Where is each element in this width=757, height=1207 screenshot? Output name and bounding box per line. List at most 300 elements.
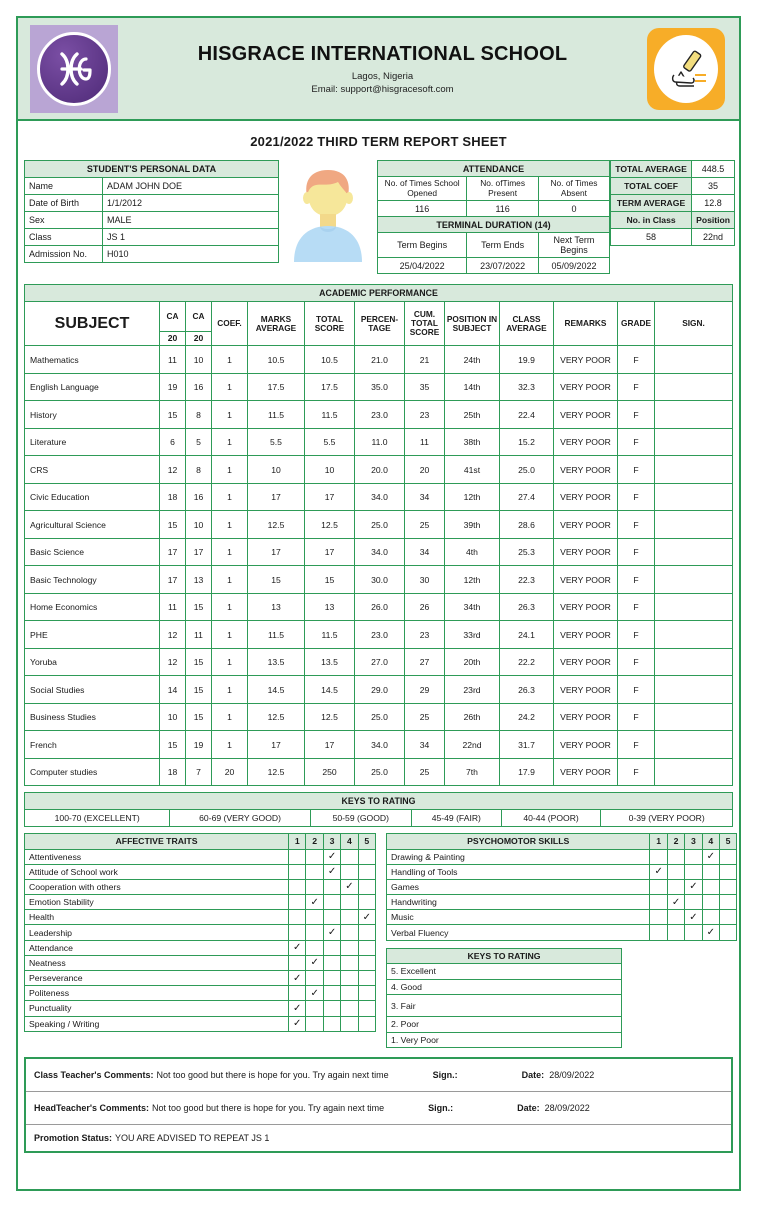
total-coef-label: TOTAL COEF bbox=[611, 178, 692, 195]
cell-remarks: VERY POOR bbox=[554, 758, 618, 786]
check-icon: ✓ bbox=[293, 972, 302, 984]
trait-rating-cell-3[interactable] bbox=[323, 940, 340, 955]
trait-rating-cell-2[interactable] bbox=[306, 879, 323, 894]
cell-percentage: 20.0 bbox=[355, 456, 405, 484]
trait-rating-cell-1[interactable] bbox=[289, 1001, 306, 1016]
cell-grade: F bbox=[618, 703, 655, 731]
trait-rating-cell-4[interactable] bbox=[341, 910, 358, 925]
trait-rating-cell-3[interactable] bbox=[685, 895, 702, 910]
cell-grade: F bbox=[618, 648, 655, 676]
promotion-status-row bbox=[26, 1125, 731, 1151]
personal-data-panel bbox=[24, 160, 279, 263]
trait-rating-cell-4[interactable] bbox=[702, 864, 719, 879]
affective-traits-table bbox=[24, 833, 376, 1031]
trait-rating-cell-3[interactable] bbox=[323, 864, 340, 879]
check-icon: ✓ bbox=[671, 896, 681, 908]
col-class-average: CLASS AVERAGE bbox=[500, 302, 554, 346]
rating-legend-4: 4. Good bbox=[387, 979, 622, 995]
trait-rating-cell-1[interactable] bbox=[289, 925, 306, 940]
col-subject: SUBJECT bbox=[25, 302, 160, 346]
cell-ca2: 10 bbox=[186, 511, 212, 539]
col-total-score: TOTAL SCORE bbox=[305, 302, 355, 346]
trait-rating-cell-4[interactable] bbox=[341, 895, 358, 910]
trait-rating-cell-5[interactable] bbox=[720, 879, 737, 894]
cell-total-score: 14.5 bbox=[305, 676, 355, 704]
trait-rating-cell-4[interactable] bbox=[341, 971, 358, 986]
check-icon: ✓ bbox=[310, 896, 319, 908]
trait-rating-cell-4[interactable] bbox=[341, 879, 358, 894]
value-admission-no: H010 bbox=[103, 246, 279, 263]
cell-remarks: VERY POOR bbox=[554, 538, 618, 566]
cell-cum-total-score: 27 bbox=[405, 648, 445, 676]
trait-rating-cell-4[interactable] bbox=[341, 925, 358, 940]
cell-coef: 1 bbox=[212, 428, 248, 456]
cell-cum-total-score: 29 bbox=[405, 676, 445, 704]
student-avatar bbox=[279, 160, 377, 268]
cell-subject: Computer studies bbox=[25, 758, 160, 786]
cell-grade: F bbox=[618, 566, 655, 594]
cell-ca2: 15 bbox=[186, 703, 212, 731]
trait-rating-cell-3[interactable] bbox=[685, 879, 702, 894]
cell-marks-average: 11.5 bbox=[248, 621, 305, 649]
cell-remarks: VERY POOR bbox=[554, 401, 618, 429]
check-icon: ✓ bbox=[362, 911, 371, 923]
check-icon: ✓ bbox=[310, 957, 319, 969]
check-icon: ✓ bbox=[327, 927, 337, 939]
cell-marks-average: 11.5 bbox=[248, 401, 305, 429]
keys-to-rating-table bbox=[24, 809, 733, 827]
trait-rating-cell-2[interactable] bbox=[306, 955, 323, 970]
trait-label: Verbal Fluency bbox=[387, 925, 650, 940]
trait-rating-cell-4[interactable] bbox=[702, 925, 719, 940]
trait-rating-cell-2[interactable] bbox=[667, 849, 684, 864]
trait-rating-cell-2[interactable] bbox=[306, 925, 323, 940]
check-icon: ✓ bbox=[293, 942, 302, 954]
trait-rating-cell-1[interactable] bbox=[289, 910, 306, 925]
trait-rating-cell-5[interactable] bbox=[720, 849, 737, 864]
table-row bbox=[25, 758, 733, 786]
affective-trait-row bbox=[25, 864, 376, 879]
trait-rating-cell-3[interactable] bbox=[323, 895, 340, 910]
trait-rating-cell-2[interactable] bbox=[667, 879, 684, 894]
col-cum-total-score: CUM. TOTAL SCORE bbox=[405, 302, 445, 346]
term-average-value: 12.8 bbox=[692, 195, 735, 212]
trait-rating-cell-5[interactable] bbox=[358, 849, 375, 864]
cell-position-in-subject: 22nd bbox=[445, 731, 500, 759]
total-coef-value: 35 bbox=[692, 178, 735, 195]
cell-ca2: 16 bbox=[186, 373, 212, 401]
trait-rating-cell-2[interactable] bbox=[306, 971, 323, 986]
psychomotor-skills-table bbox=[386, 833, 737, 940]
cell-cum-total-score: 35 bbox=[405, 373, 445, 401]
cell-ca2: 10 bbox=[186, 346, 212, 374]
cell-subject: Civic Education bbox=[25, 483, 160, 511]
cell-coef: 1 bbox=[212, 593, 248, 621]
cell-cum-total-score: 21 bbox=[405, 346, 445, 374]
cell-marks-average: 12.5 bbox=[248, 703, 305, 731]
cell-grade: F bbox=[618, 676, 655, 704]
label-sex: Sex bbox=[25, 212, 103, 229]
cell-class-average: 24.2 bbox=[500, 703, 554, 731]
school-name: HISGRACE INTERNATIONAL SCHOOL bbox=[197, 42, 568, 65]
rating-legend-1: 1. Very Poor bbox=[387, 1032, 622, 1048]
trait-rating-cell-5[interactable] bbox=[720, 925, 737, 940]
cell-subject: Mathematics bbox=[25, 346, 160, 374]
trait-rating-cell-2[interactable] bbox=[306, 864, 323, 879]
cell-total-score: 13 bbox=[305, 593, 355, 621]
cell-grade: F bbox=[618, 428, 655, 456]
cell-ca2: 17 bbox=[186, 538, 212, 566]
trait-rating-cell-1[interactable] bbox=[650, 879, 667, 894]
cell-grade: F bbox=[618, 401, 655, 429]
cell-position-in-subject: 4th bbox=[445, 538, 500, 566]
trait-rating-cell-2[interactable] bbox=[306, 895, 323, 910]
trait-rating-cell-3[interactable] bbox=[323, 1016, 340, 1031]
trait-label: Leadership bbox=[25, 925, 289, 940]
trait-rating-cell-2[interactable] bbox=[667, 925, 684, 940]
trait-label: Drawing & Painting bbox=[387, 849, 650, 864]
trait-rating-cell-5[interactable] bbox=[358, 864, 375, 879]
trait-rating-cell-3[interactable] bbox=[685, 849, 702, 864]
report-card-page bbox=[16, 16, 741, 1191]
affective-scale-3: 3 bbox=[323, 834, 340, 849]
cell-position-in-subject: 14th bbox=[445, 373, 500, 401]
rating-legend-table bbox=[386, 948, 622, 1049]
affective-trait-row bbox=[25, 940, 376, 955]
cell-subject: Home Economics bbox=[25, 593, 160, 621]
check-icon: ✓ bbox=[310, 987, 319, 999]
cell-coef: 1 bbox=[212, 676, 248, 704]
trait-rating-cell-4[interactable] bbox=[341, 864, 358, 879]
terminal-duration-title: TERMINAL DURATION (14) bbox=[378, 217, 610, 233]
cell-ca1: 17 bbox=[160, 538, 186, 566]
school-location: Lagos, Nigeria bbox=[351, 70, 414, 82]
trait-rating-cell-1[interactable] bbox=[289, 986, 306, 1001]
affective-trait-row bbox=[25, 925, 376, 940]
cell-coef: 1 bbox=[212, 511, 248, 539]
cell-total-score: 17.5 bbox=[305, 373, 355, 401]
trait-rating-cell-3[interactable] bbox=[685, 925, 702, 940]
trait-rating-cell-2[interactable] bbox=[306, 849, 323, 864]
cell-ca1: 19 bbox=[160, 373, 186, 401]
cell-ca1: 10 bbox=[160, 703, 186, 731]
head-teacher-date-label: Date: bbox=[517, 1103, 540, 1114]
trait-rating-cell-4[interactable] bbox=[341, 940, 358, 955]
cell-cum-total-score: 34 bbox=[405, 538, 445, 566]
trait-rating-cell-5[interactable] bbox=[358, 1001, 375, 1016]
col-ca1: CA bbox=[160, 302, 186, 332]
trait-rating-cell-2[interactable] bbox=[306, 940, 323, 955]
affective-trait-row bbox=[25, 879, 376, 894]
cell-ca1: 18 bbox=[160, 483, 186, 511]
affective-trait-row bbox=[25, 1001, 376, 1016]
trait-rating-cell-3[interactable] bbox=[685, 864, 702, 879]
cell-coef: 20 bbox=[212, 758, 248, 786]
trait-rating-cell-1[interactable] bbox=[289, 971, 306, 986]
trait-rating-cell-5[interactable] bbox=[720, 895, 737, 910]
table-row bbox=[25, 483, 733, 511]
trait-rating-cell-5[interactable] bbox=[720, 864, 737, 879]
trait-rating-cell-1[interactable] bbox=[289, 895, 306, 910]
psychomotor-skill-row bbox=[387, 910, 737, 925]
trait-label: Emotion Stability bbox=[25, 895, 289, 910]
cell-remarks: VERY POOR bbox=[554, 456, 618, 484]
trait-rating-cell-4[interactable] bbox=[341, 986, 358, 1001]
cell-total-score: 12.5 bbox=[305, 511, 355, 539]
cell-coef: 1 bbox=[212, 648, 248, 676]
cell-ca1: 14 bbox=[160, 676, 186, 704]
cell-ca2: 5 bbox=[186, 428, 212, 456]
trait-rating-cell-1[interactable] bbox=[289, 955, 306, 970]
keys-to-rating-section bbox=[18, 786, 739, 827]
trait-label: Politeness bbox=[25, 986, 289, 1001]
cell-position-in-subject: 41st bbox=[445, 456, 500, 484]
cell-position-in-subject: 39th bbox=[445, 511, 500, 539]
cell-class-average: 17.9 bbox=[500, 758, 554, 786]
cell-class-average: 31.7 bbox=[500, 731, 554, 759]
attendance-header-present: No. ofTimes Present bbox=[467, 177, 539, 201]
psychomotor-scale-5: 5 bbox=[720, 834, 737, 849]
next-term-begins-header: Next Term Begins bbox=[538, 233, 609, 258]
cell-ca2: 7 bbox=[186, 758, 212, 786]
attendance-header-absent: No. of Times Absent bbox=[538, 177, 609, 201]
class-teacher-label: Class Teacher's Comments: bbox=[34, 1070, 154, 1081]
attendance-table bbox=[377, 160, 610, 274]
cell-sign bbox=[655, 511, 733, 539]
school-header bbox=[18, 18, 739, 121]
page-title: 2021/2022 THIRD TERM REPORT SHEET bbox=[250, 134, 507, 149]
check-icon: ✓ bbox=[654, 866, 663, 878]
trait-rating-cell-5[interactable] bbox=[358, 940, 375, 955]
trait-rating-cell-1[interactable] bbox=[289, 940, 306, 955]
key-poor: 40-44 (POOR) bbox=[501, 810, 601, 827]
cell-ca1: 15 bbox=[160, 511, 186, 539]
cell-percentage: 35.0 bbox=[355, 373, 405, 401]
class-teacher-text: Not too good but there is hope for you. Try again next time bbox=[156, 1070, 389, 1081]
trait-rating-cell-2[interactable] bbox=[306, 986, 323, 1001]
table-row bbox=[25, 538, 733, 566]
class-teacher-comment-row bbox=[26, 1059, 731, 1092]
cell-cum-total-score: 11 bbox=[405, 428, 445, 456]
cell-sign bbox=[655, 731, 733, 759]
cell-class-average: 22.2 bbox=[500, 648, 554, 676]
cell-class-average: 24.1 bbox=[500, 621, 554, 649]
promotion-status-text: YOU ARE ADVISED TO REPEAT JS 1 bbox=[115, 1133, 270, 1144]
term-ends-header: Term Ends bbox=[467, 233, 539, 258]
table-row bbox=[25, 566, 733, 594]
trait-rating-cell-4[interactable] bbox=[702, 849, 719, 864]
table-row bbox=[25, 621, 733, 649]
cell-sign bbox=[655, 758, 733, 786]
comments-section bbox=[24, 1057, 733, 1153]
trait-rating-cell-2[interactable] bbox=[306, 1016, 323, 1031]
trait-rating-cell-5[interactable] bbox=[358, 971, 375, 986]
attendance-value-present: 116 bbox=[467, 201, 539, 217]
trait-rating-cell-4[interactable] bbox=[341, 1016, 358, 1031]
cell-total-score: 11.5 bbox=[305, 401, 355, 429]
trait-rating-cell-2[interactable] bbox=[667, 910, 684, 925]
cell-coef: 1 bbox=[212, 731, 248, 759]
cell-position-in-subject: 12th bbox=[445, 566, 500, 594]
key-very-good: 60-69 (VERY GOOD) bbox=[170, 810, 310, 827]
trait-rating-cell-3[interactable] bbox=[323, 986, 340, 1001]
trait-rating-cell-5[interactable] bbox=[358, 910, 375, 925]
cell-cum-total-score: 23 bbox=[405, 401, 445, 429]
col-coef: COEF. bbox=[212, 302, 248, 346]
no-in-class-label: No. in Class bbox=[611, 212, 692, 229]
check-icon: ✓ bbox=[689, 881, 698, 893]
table-row bbox=[25, 731, 733, 759]
cell-remarks: VERY POOR bbox=[554, 566, 618, 594]
trait-label: Neatness bbox=[25, 955, 289, 970]
psychomotor-scale-4: 4 bbox=[702, 834, 719, 849]
table-row bbox=[25, 428, 733, 456]
cell-ca1: 11 bbox=[160, 593, 186, 621]
table-row bbox=[25, 401, 733, 429]
school-logo bbox=[30, 25, 118, 113]
cell-remarks: VERY POOR bbox=[554, 676, 618, 704]
writing-hand-icon bbox=[654, 35, 718, 103]
trait-rating-cell-3[interactable] bbox=[685, 910, 702, 925]
psychomotor-skill-row bbox=[387, 849, 737, 864]
cell-ca2: 8 bbox=[186, 456, 212, 484]
trait-rating-cell-3[interactable] bbox=[323, 971, 340, 986]
key-good: 50-59 (GOOD) bbox=[310, 810, 411, 827]
trait-rating-cell-4[interactable] bbox=[341, 955, 358, 970]
label-admission-no: Admission No. bbox=[25, 246, 103, 263]
trait-label: Speaking / Writing bbox=[25, 1016, 289, 1031]
cell-sign bbox=[655, 593, 733, 621]
cell-grade: F bbox=[618, 511, 655, 539]
trait-rating-cell-4[interactable] bbox=[702, 879, 719, 894]
table-row bbox=[25, 676, 733, 704]
trait-rating-cell-3[interactable] bbox=[323, 879, 340, 894]
psychomotor-skills-body bbox=[387, 849, 737, 940]
attendance-value-opened: 116 bbox=[378, 201, 467, 217]
total-average-value: 448.5 bbox=[692, 161, 735, 178]
cell-sign bbox=[655, 566, 733, 594]
value-sex: MALE bbox=[103, 212, 279, 229]
trait-rating-cell-3[interactable] bbox=[323, 849, 340, 864]
trait-rating-cell-3[interactable] bbox=[323, 925, 340, 940]
cell-marks-average: 5.5 bbox=[248, 428, 305, 456]
trait-rating-cell-1[interactable] bbox=[650, 925, 667, 940]
trait-rating-cell-5[interactable] bbox=[720, 910, 737, 925]
trait-rating-cell-4[interactable] bbox=[341, 1001, 358, 1016]
cell-coef: 1 bbox=[212, 456, 248, 484]
cell-grade: F bbox=[618, 538, 655, 566]
trait-rating-cell-1[interactable] bbox=[650, 910, 667, 925]
cell-subject: Basic Science bbox=[25, 538, 160, 566]
cell-total-score: 17 bbox=[305, 731, 355, 759]
col-ca1-max: 20 bbox=[160, 332, 186, 346]
cell-class-average: 25.0 bbox=[500, 456, 554, 484]
trait-rating-cell-4[interactable] bbox=[341, 849, 358, 864]
trait-rating-cell-1[interactable] bbox=[289, 1016, 306, 1031]
trait-rating-cell-5[interactable] bbox=[358, 895, 375, 910]
psychomotor-scale-1: 1 bbox=[650, 834, 667, 849]
col-sign: SIGN. bbox=[655, 302, 733, 346]
trait-rating-cell-2[interactable] bbox=[306, 910, 323, 925]
trait-rating-cell-3[interactable] bbox=[323, 1001, 340, 1016]
cell-subject: French bbox=[25, 731, 160, 759]
check-icon: ✓ bbox=[327, 866, 337, 878]
trait-rating-cell-3[interactable] bbox=[323, 955, 340, 970]
affective-trait-row bbox=[25, 1016, 376, 1031]
cell-percentage: 23.0 bbox=[355, 621, 405, 649]
trait-rating-cell-1[interactable] bbox=[289, 849, 306, 864]
affective-trait-row bbox=[25, 955, 376, 970]
cell-position-in-subject: 26th bbox=[445, 703, 500, 731]
cell-coef: 1 bbox=[212, 401, 248, 429]
attendance-header-opened: No. of Times School Opened bbox=[378, 177, 467, 201]
trait-label: Attendance bbox=[25, 940, 289, 955]
trait-label: Punctuality bbox=[25, 1001, 289, 1016]
cell-ca2: 15 bbox=[186, 648, 212, 676]
cell-grade: F bbox=[618, 731, 655, 759]
cell-marks-average: 15 bbox=[248, 566, 305, 594]
trait-label: Music bbox=[387, 910, 650, 925]
cell-subject: Yoruba bbox=[25, 648, 160, 676]
cell-ca2: 8 bbox=[186, 401, 212, 429]
trait-rating-cell-4[interactable] bbox=[702, 910, 719, 925]
cell-sign bbox=[655, 538, 733, 566]
trait-rating-cell-1[interactable] bbox=[650, 864, 667, 879]
trait-rating-cell-1[interactable] bbox=[289, 879, 306, 894]
cell-marks-average: 17.5 bbox=[248, 373, 305, 401]
affective-trait-row bbox=[25, 910, 376, 925]
total-average-label: TOTAL AVERAGE bbox=[611, 161, 692, 178]
trait-rating-cell-5[interactable] bbox=[358, 986, 375, 1001]
academic-performance-section bbox=[18, 274, 739, 786]
trait-rating-cell-5[interactable] bbox=[358, 1016, 375, 1031]
trait-rating-cell-2[interactable] bbox=[306, 1001, 323, 1016]
key-excellent: 100-70 (EXCELLENT) bbox=[25, 810, 170, 827]
cell-coef: 1 bbox=[212, 566, 248, 594]
trait-rating-cell-1[interactable] bbox=[289, 864, 306, 879]
cell-remarks: VERY POOR bbox=[554, 621, 618, 649]
trait-rating-cell-5[interactable] bbox=[358, 955, 375, 970]
cell-coef: 1 bbox=[212, 373, 248, 401]
table-row bbox=[25, 593, 733, 621]
cell-position-in-subject: 38th bbox=[445, 428, 500, 456]
trait-rating-cell-1[interactable] bbox=[650, 849, 667, 864]
trait-rating-cell-5[interactable] bbox=[358, 925, 375, 940]
trait-rating-cell-1[interactable] bbox=[650, 895, 667, 910]
trait-rating-cell-2[interactable] bbox=[667, 895, 684, 910]
cell-coef: 1 bbox=[212, 346, 248, 374]
col-marks-average: MARKS AVERAGE bbox=[248, 302, 305, 346]
cell-subject: Agricultural Science bbox=[25, 511, 160, 539]
trait-rating-cell-3[interactable] bbox=[323, 910, 340, 925]
cell-grade: F bbox=[618, 621, 655, 649]
trait-rating-cell-5[interactable] bbox=[358, 879, 375, 894]
cell-subject: Basic Technology bbox=[25, 566, 160, 594]
cell-subject: CRS bbox=[25, 456, 160, 484]
affective-trait-row bbox=[25, 895, 376, 910]
cell-class-average: 22.3 bbox=[500, 566, 554, 594]
cell-marks-average: 13 bbox=[248, 593, 305, 621]
cell-ca1: 15 bbox=[160, 401, 186, 429]
cell-coef: 1 bbox=[212, 703, 248, 731]
trait-rating-cell-2[interactable] bbox=[667, 864, 684, 879]
cell-cum-total-score: 25 bbox=[405, 511, 445, 539]
cell-total-score: 10.5 bbox=[305, 346, 355, 374]
cell-percentage: 25.0 bbox=[355, 703, 405, 731]
cell-position-in-subject: 24th bbox=[445, 346, 500, 374]
value-dob: 1/1/2012 bbox=[103, 195, 279, 212]
trait-rating-cell-4[interactable] bbox=[702, 895, 719, 910]
